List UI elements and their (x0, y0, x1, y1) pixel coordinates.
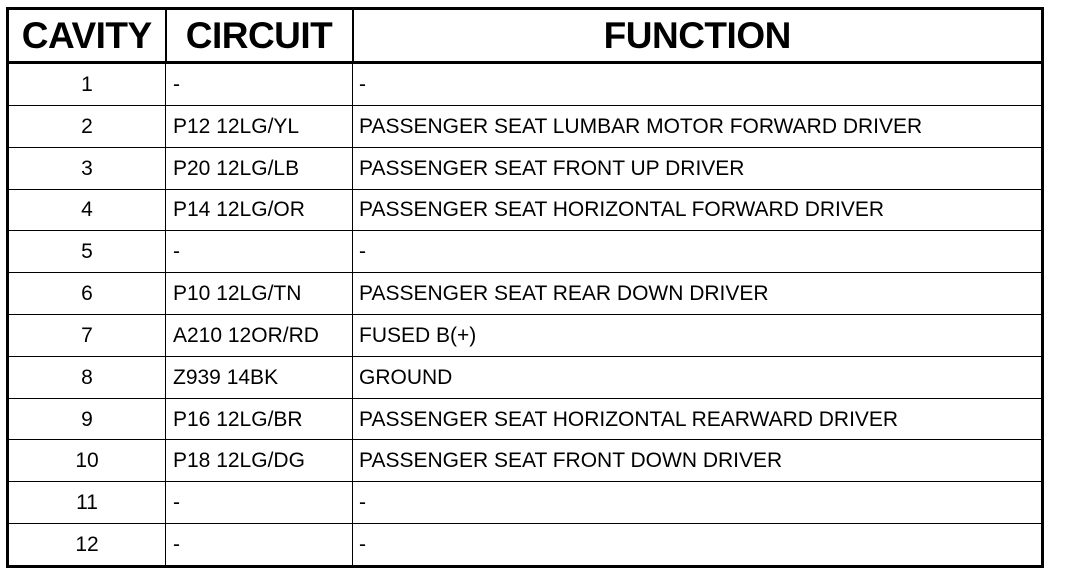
function-column-header: FUNCTION (353, 9, 1043, 63)
circuit-cell: - (166, 63, 353, 106)
circuit-cell: P20 12LG/LB (166, 147, 353, 189)
table-row (8, 63, 1043, 106)
cavity-column-header: CAVITY (8, 9, 166, 63)
table-row (8, 105, 1043, 147)
function-cell: PASSENGER SEAT REAR DOWN DRIVER (353, 273, 1043, 315)
circuit-cell: P18 12LG/DG (166, 440, 353, 482)
cavity-cell: 9 (8, 398, 166, 440)
cavity-cell: 10 (8, 440, 166, 482)
table-row (8, 440, 1043, 482)
cavity-cell: 1 (8, 63, 166, 106)
cavity-cell: 3 (8, 147, 166, 189)
function-cell: - (353, 231, 1043, 273)
table-row (8, 273, 1043, 315)
table-row (8, 356, 1043, 398)
table-row (8, 231, 1043, 273)
table-row (8, 147, 1043, 189)
function-cell: PASSENGER SEAT FRONT DOWN DRIVER (353, 440, 1043, 482)
table-body (8, 63, 1043, 567)
table-row (8, 524, 1043, 567)
cavity-cell: 6 (8, 273, 166, 315)
circuit-column-header: CIRCUIT (166, 9, 353, 63)
table-row (8, 398, 1043, 440)
circuit-cell: Z939 14BK (166, 356, 353, 398)
function-cell: GROUND (353, 356, 1043, 398)
table-row (8, 189, 1043, 231)
circuit-cell: P14 12LG/OR (166, 189, 353, 231)
header-row (8, 9, 1043, 63)
function-cell: - (353, 482, 1043, 524)
circuit-cell: - (166, 482, 353, 524)
cavity-cell: 4 (8, 189, 166, 231)
cavity-cell: 8 (8, 356, 166, 398)
circuit-cell: P16 12LG/BR (166, 398, 353, 440)
connector-pinout-table (6, 7, 1044, 568)
function-cell: FUSED B(+) (353, 314, 1043, 356)
circuit-cell: P10 12LG/TN (166, 273, 353, 315)
function-cell: PASSENGER SEAT HORIZONTAL FORWARD DRIVER (353, 189, 1043, 231)
function-cell: - (353, 63, 1043, 106)
circuit-cell: A210 12OR/RD (166, 314, 353, 356)
circuit-cell: - (166, 524, 353, 567)
table-header (8, 9, 1043, 63)
table-row (8, 314, 1043, 356)
function-cell: PASSENGER SEAT LUMBAR MOTOR FORWARD DRIVER (353, 105, 1043, 147)
cavity-cell: 11 (8, 482, 166, 524)
table-row (8, 482, 1043, 524)
cavity-cell: 5 (8, 231, 166, 273)
function-cell: PASSENGER SEAT HORIZONTAL REARWARD DRIVER (353, 398, 1043, 440)
cavity-cell: 2 (8, 105, 166, 147)
cavity-cell: 12 (8, 524, 166, 567)
function-cell: PASSENGER SEAT FRONT UP DRIVER (353, 147, 1043, 189)
cavity-cell: 7 (8, 314, 166, 356)
circuit-cell: - (166, 231, 353, 273)
circuit-cell: P12 12LG/YL (166, 105, 353, 147)
function-cell: - (353, 524, 1043, 567)
